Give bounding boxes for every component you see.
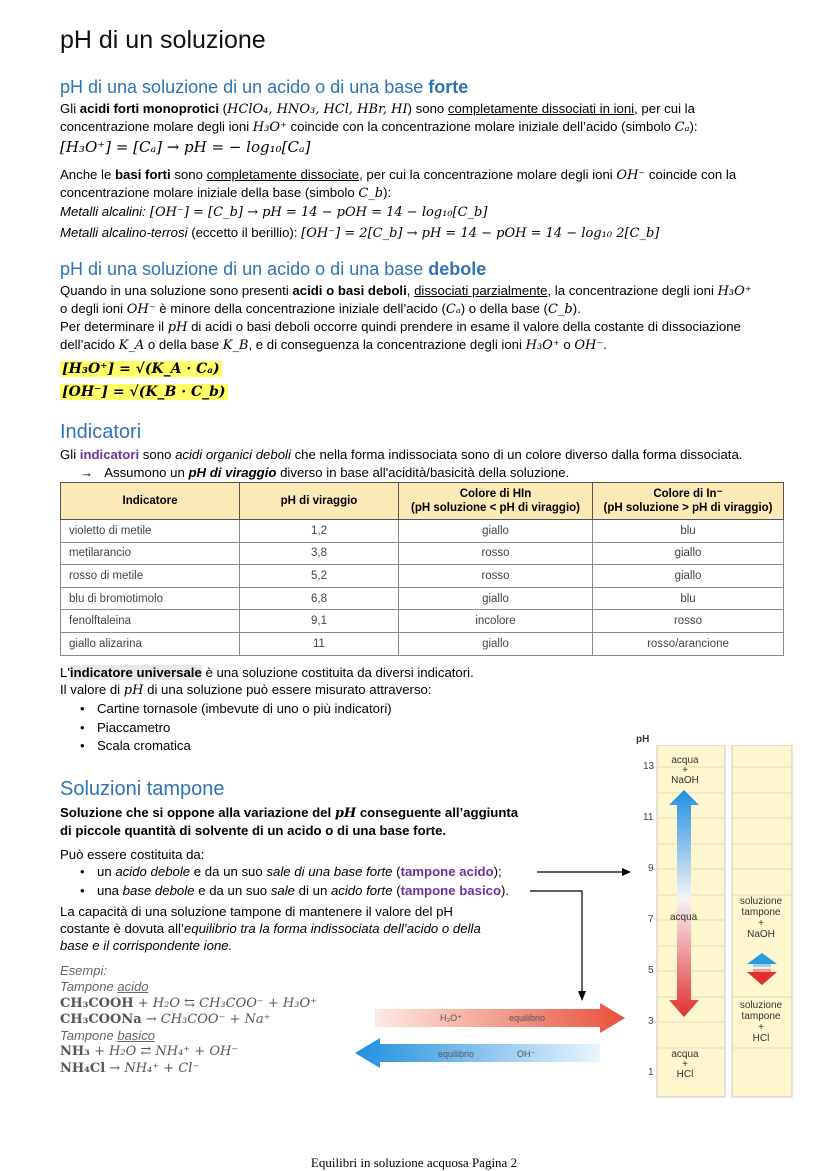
ph-tick: 7 bbox=[648, 914, 654, 925]
ph-tick: 11 bbox=[643, 812, 654, 823]
arrow-icon: → bbox=[80, 465, 94, 480]
right-arrow-label-2: equilibrio bbox=[509, 1013, 546, 1023]
label-acqua-mid: acqua bbox=[670, 912, 698, 923]
section-heading-buffer: Soluzioni tampone bbox=[60, 778, 225, 800]
label-buffer-naoh: soluzione tampone + NaOH bbox=[739, 896, 783, 940]
label-acqua-hcl: acqua + HCl bbox=[671, 1049, 699, 1080]
page-title: pH di un soluzione bbox=[60, 26, 266, 54]
paragraph-indicators: Gli indicatori sono acidi organici deboli che nella forma indissociata sono di un colore diverso dalla forma dissociata. bbox=[60, 447, 743, 462]
ph-tick: 9 bbox=[648, 863, 654, 874]
ph-tick: 3 bbox=[648, 1016, 654, 1027]
ph-tick: 13 bbox=[643, 761, 655, 772]
formula-strong-acid: [H₃O⁺] = [Cₐ] → pH = − log₁₀[Cₐ] bbox=[60, 138, 311, 156]
buffer-capacity: La capacità di una soluzione tampone di mantenere il valore del pH costante è dovuta all’equilibrio tra la forma indissociata dell’acido o della base e il corrispondente ione. bbox=[60, 904, 481, 953]
equation-4: NH₄Cl → NH₄⁺ + Cl⁻ bbox=[60, 1060, 200, 1076]
table-row: giallo alizarina 11 giallo rosso/arancione bbox=[61, 632, 784, 655]
formula-alkaline-earth: Metalli alcalino-terrosi (eccetto il berillio): [OH⁻] = 2[C_b] → pH = 14 − pOH = 14 − log₁₀ 2[C_b] bbox=[60, 225, 660, 241]
table-row: rosso di metile 5,2 rosso giallo bbox=[61, 565, 784, 588]
acid-buffer-label: Tampone acido bbox=[60, 979, 149, 995]
ph-tick: 1 bbox=[648, 1067, 654, 1078]
table-row: blu di bromotimolo 6,8 giallo blu bbox=[61, 587, 784, 610]
header-colore-in: Colore di In⁻ (pH soluzione > pH di viraggio) bbox=[593, 483, 784, 520]
header-ph-viraggio: pH di viraggio bbox=[240, 483, 399, 520]
paragraph-strong-acids: Gli acidi forti monoprotici (HClO₄, HNO₃, HCl, HBr, HI) sono completamente dissociati in ioni, per cui la concentrazione molare degli ioni H₃O⁺ coincide con la concentrazione molare iniziale dell’acido (simbolo Cₐ): bbox=[60, 101, 698, 135]
label-acqua-naoh: acqua + NaOH bbox=[671, 755, 699, 786]
paragraph-viraggio: → Assumono un pH di viraggio diverso in base all'acidità/basicità della soluzione. bbox=[80, 465, 570, 480]
right-arrow-label-1: H₃O⁺ bbox=[440, 1013, 462, 1023]
formula-weak-acid: [H₃O⁺] = √(K_A · Cₐ) bbox=[62, 361, 220, 377]
ph-tick: 5 bbox=[648, 965, 654, 976]
paragraph-universal-indicator: L'indicatore universale è una soluzione costituita da diversi indicatori. Il valore di pH di una soluzione può essere misurato attraverso: bbox=[60, 665, 474, 698]
left-arrow-label-2: OH⁻ bbox=[517, 1049, 536, 1059]
left-arrow-label-1: equilibrio bbox=[438, 1049, 475, 1059]
section-heading-indicators: Indicatori bbox=[60, 421, 142, 443]
equation-2: CH₃COONa → CH₃COO⁻ + Na⁺ bbox=[60, 1011, 271, 1027]
table-row: violetto di metile 1,2 giallo blu bbox=[61, 520, 784, 543]
buffer-made-of: Può essere costituita da: bbox=[60, 847, 205, 862]
examples-label: Esempi: bbox=[60, 963, 107, 978]
header-indicatore: Indicatore bbox=[61, 483, 240, 520]
table-row: metilarancio 3,8 rosso giallo bbox=[61, 542, 784, 565]
basic-buffer-label: Tampone basico bbox=[60, 1028, 155, 1044]
heading-bold: forte bbox=[428, 77, 469, 97]
equation-1: CH₃COOH + H₂O ⇆ CH₃COO⁻ + H₃O⁺ bbox=[60, 995, 317, 1011]
section-heading-weak: pH di una soluzione di un acido o di una base debole bbox=[60, 259, 487, 279]
equation-3: NH₃ + H₂O ⇄ NH₄⁺ + OH⁻ bbox=[60, 1044, 239, 1060]
heading-text: pH di una soluzione di un acido o di una base bbox=[60, 77, 429, 97]
equilibrium-arrows bbox=[355, 1003, 630, 1078]
formula-alkali-metals: Metalli alcalini: [OH⁻] = [C_b] → pH = 14 − pOH = 14 − log₁₀[C_b] bbox=[60, 204, 488, 220]
paragraph-weak: Quando in una soluzione sono presenti acidi o basi deboli, dissociati parzialmente, la concentrazione degli ioni H₃O⁺ o degli ioni OH⁻ è minore della concentrazione iniziale dell’acido (Cₐ) o della base (C_b). Per determinare il pH di acidi o basi deboli occorre quindi prendere in esame il valore della costante di dissociazione dell’acido K_A o della base K_B, e di conseguenza la concentrazione degli ioni H₃O⁺ o OH⁻. bbox=[60, 283, 752, 353]
buffer-definition: Soluzione che si oppone alla variazione del pH conseguente all’aggiunta di piccole quantità di solvente di un acido o di una base forte. bbox=[60, 805, 519, 838]
list-item-acid-buffer: • un acido debole e da un suo sale di una base forte (tampone acido); bbox=[60, 863, 509, 882]
right-arrow-shape bbox=[375, 1003, 625, 1033]
paragraph-strong-bases: Anche le basi forti sono completamente dissociate, per cui la concentrazione molare degli ioni OH⁻ coincide con la concentrazione molare iniziale della base (simbolo C_b): bbox=[60, 167, 737, 201]
list-item: • Cartine tornasole (imbevute di uno o più indicatori) bbox=[60, 700, 392, 719]
header-colore-hin: Colore di HIn (pH soluzione < pH di viraggio) bbox=[399, 483, 593, 520]
list-item-basic-buffer: • una base debole e da un suo sale di un acido forte (tampone basico). bbox=[60, 882, 509, 901]
page-footer: Equilibri in soluzione acquosa Pagina 2 bbox=[310, 1155, 518, 1170]
list-item: • Piaccametro bbox=[60, 719, 392, 738]
ph-axis-label: pH bbox=[636, 734, 650, 745]
table-row: fenolftaleina 9,1 incolore rosso bbox=[61, 610, 784, 633]
formula-weak-base: [OH⁻] = √(K_B · C_b) bbox=[62, 384, 226, 400]
list-item: • Scala cromatica bbox=[60, 737, 392, 756]
left-arrow-shape bbox=[355, 1038, 600, 1068]
label-buffer-hcl: soluzione tampone + HCl bbox=[739, 1000, 783, 1044]
